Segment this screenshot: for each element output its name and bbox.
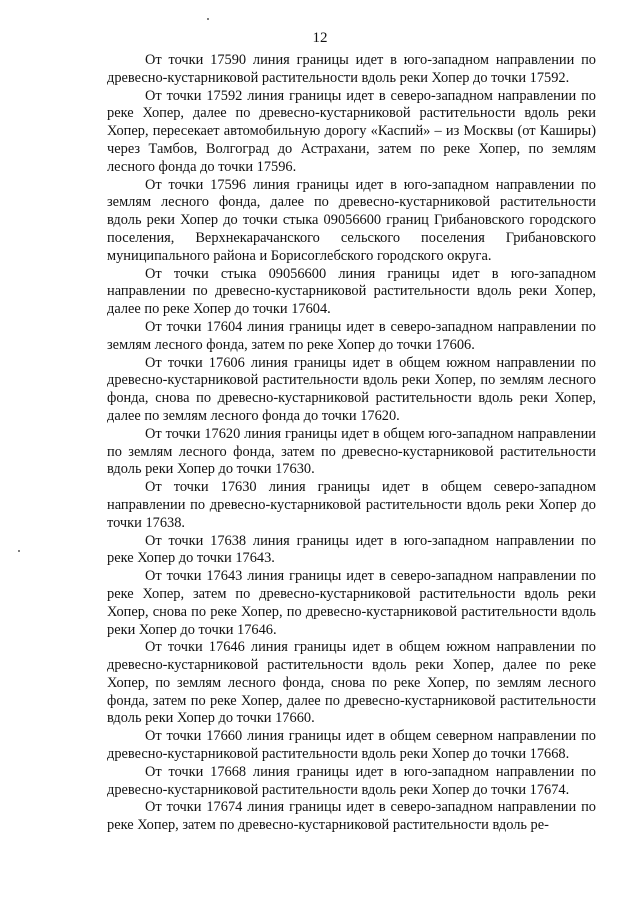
paragraph: От точки стыка 09056600 линия границы идет в юго-западном направлении по древесно-кустарниковой растительности вдоль реки Хопер, далее по реке Хопер до точки 17604.: [107, 265, 596, 318]
paragraph: От точки 17638 линия границы идет в юго-западном направлении по реке Хопер до точки 17643.: [107, 532, 596, 567]
paragraph: От точки 17668 линия границы идет в юго-западном направлении по древесно-кустарниковой растительности вдоль реки Хопер до точки 17674.: [107, 763, 596, 798]
paragraph: От точки 17592 линия границы идет в северо-западном направлении по реке Хопер, далее по древесно-кустарниковой растительности вдоль реки Хопер, пересекает автомобильную дорогу «Каспий» – из Москвы (от Каширы) через Тамбов, Волгоград до Астрахани, затем по реке Хопер, по землям лесного фонда до точки 17596.: [107, 87, 596, 175]
paragraph: От точки 17646 линия границы идет в общем южном направлении по древесно-кустарниковой растительности вдоль реки Хопер, далее по реке Хопер, по землям лесного фонда, снова по реке Хопер, по землям лесного фонда, затем по реке Хопер, далее по древесно-кустарниковой растительности вдоль реки Хопер до точки 17660.: [107, 639, 596, 727]
paragraph: От точки 17620 линия границы идет в общем юго-западном направлении по землям лесного фонда, затем по древесно-кустарниковой растительности вдоль реки Хопер до точки 17630.: [107, 425, 596, 478]
paragraph: От точки 17606 линия границы идет в общем южном направлении по древесно-кустарниковой растительности вдоль реки Хопер, по землям лесного фонда, снова по древесно-кустарниковой растительности вдоль реки Хопер, далее по землям лесного фонда до точки 17620.: [107, 354, 596, 424]
paragraph: От точки 17590 линия границы идет в юго-западном направлении по древесно-кустарниковой растительности вдоль реки Хопер до точки 17592.: [107, 52, 596, 86]
paragraph: От точки 17643 линия границы идет в северо-западном направлении по реке Хопер, затем по древесно-кустарниковой растительности вдоль реки Хопер, снова по реке Хопер, по древесно-кустарниковой растительности вдоль реки Хопер до точки 17646.: [107, 568, 596, 638]
page-number: 12: [312, 30, 328, 46]
scan-speck: [207, 18, 209, 20]
paragraph: От точки 17630 линия границы идет в общем северо-западном направлении по древесно-кустарниковой растительности вдоль реки Хопер до точки 17638.: [107, 479, 596, 531]
paragraph: От точки 17660 линия границы идет в общем северном направлении по древесно-кустарниковой растительности вдоль реки Хопер до точки 17668.: [107, 728, 596, 763]
document-body: [107, 52, 596, 835]
paragraph: От точки 17604 линия границы идет в северо-западном направлении по землям лесного фонда, затем по реке Хопер до точки 17606.: [107, 318, 596, 353]
paragraph: От точки 17674 линия границы идет в северо-западном направлении по реке Хопер, затем по древесно-кустарниковой растительности вдоль ре-: [107, 799, 596, 834]
paragraph: От точки 17596 линия границы идет в юго-западном направлении по землям лесного фонда, далее по древесно-кустарниковой растительности вдоль реки Хопер до точки стыка 09056600 границ Грибановского городского поселения, Верхнекарачанского сельского поселения Грибановского муниципального района и Борисоглебского городского округа.: [107, 176, 596, 264]
scan-speck: [18, 550, 20, 552]
